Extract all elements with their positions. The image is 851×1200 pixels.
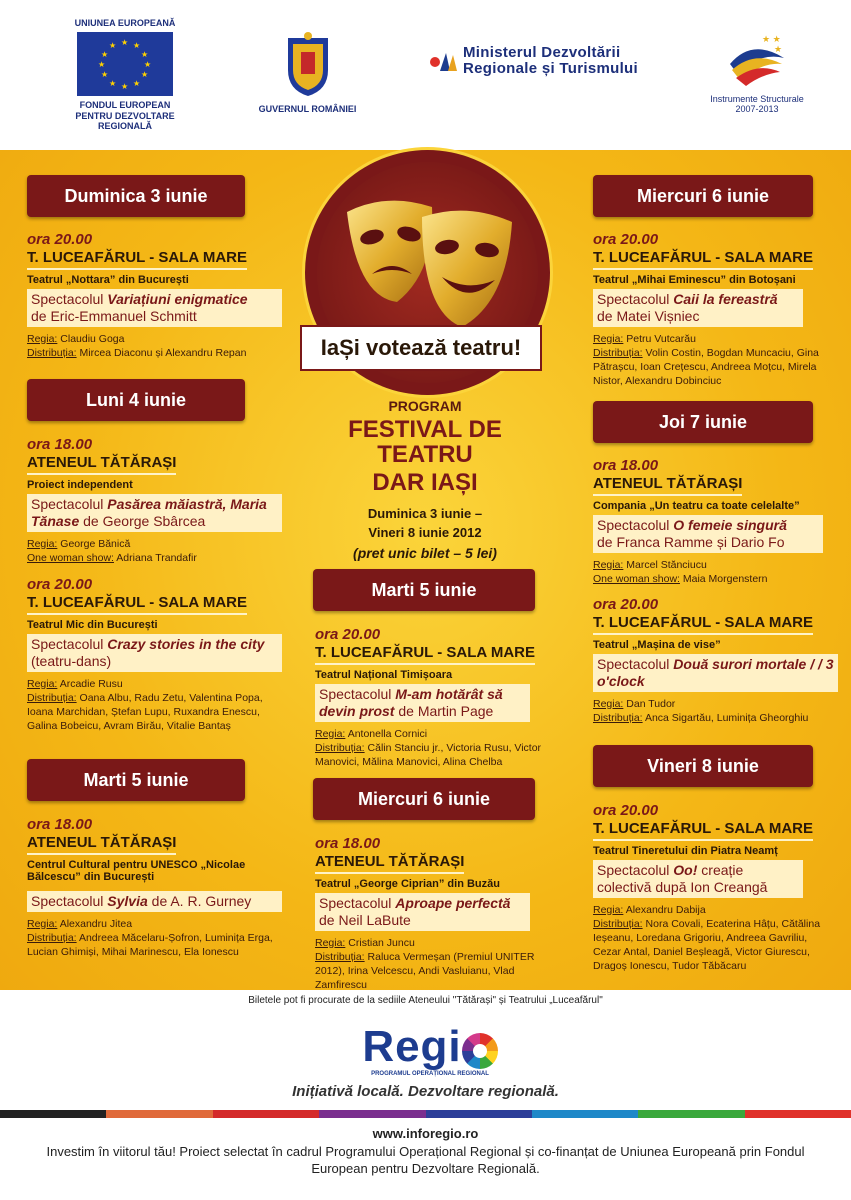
event-time: ora 18.00 — [593, 457, 659, 474]
event-time: ora 18.00 — [27, 816, 93, 833]
structural-instruments-logo — [702, 28, 812, 115]
event-troupe: Teatrul Mic din București — [27, 619, 158, 631]
structural-instruments-icon — [722, 28, 792, 90]
event-credits: Regia: Cristian Juncu Distribuția: Raluca Vermeșan (Premiul UNITER 2012), Irina Velcescu, Andi Vasluianu, Vlad Zamfirescu — [315, 936, 535, 992]
eu-fund-line1: FONDUL EUROPEAN — [79, 100, 171, 111]
day-header-thursday-7: Joi 7 iunie — [593, 401, 813, 443]
day-header-tuesday-5-center: Marti 5 iunie — [313, 569, 535, 611]
event-show: Spectacolul Pasărea măiastră, Maria Tănase de George Sbârcea — [27, 494, 282, 532]
day-header-wednesday-6-center: Miercuri 6 iunie — [313, 778, 535, 820]
day-header-sunday-3: Duminica 3 iunie — [27, 175, 245, 217]
event-show: Spectacolul Caii la fereastră de Matei Vișniec — [593, 289, 803, 327]
event-venue: T. LUCEAFĂRUL - SALA MARE — [315, 644, 535, 665]
event-credits: Regia: Marcel Stănciucu One woman show: Maia Morgenstern — [593, 558, 768, 585]
funding-disclaimer: Investim în viitorul tău! Proiect selectat în cadrul Programului Operațional Regional și co-finanțat de Uniunea Europeană prin Fondul European pentru Dezvoltare Regională. — [46, 1144, 805, 1176]
slogan-banner: IaȘi votează teatru! — [300, 325, 542, 371]
event-time: ora 18.00 — [315, 835, 381, 852]
event-credits: Regia: Alexandru Jitea Distribuția: Andreea Măcelaru-Șofron, Luminița Erga, Lucian Ghimiși, Mihai Marinescu, Ela Ionescu — [27, 917, 273, 959]
svg-text:★: ★ — [774, 44, 783, 54]
event-show: Spectacolul Crazy stories in the city (teatru-dans) — [27, 634, 282, 672]
event-show: Spectacolul Două surori mortale / / 3 o'clock — [593, 654, 838, 692]
eu-fund-line2: PENTRU DEZVOLTARE REGIONALĂ — [75, 110, 175, 132]
event-show: Spectacolul Aproape perfectă de Neil LaBute — [315, 893, 530, 931]
event-troupe: Compania „Un teatru ca toate celelalte” — [593, 500, 800, 512]
eu-top-text: UNIUNEA EUROPEANĂ — [74, 18, 176, 28]
festival-title-line1: FESTIVAL DE TEATRU — [348, 416, 502, 469]
event-credits: Regia: Claudiu Goga Distribuția: Mircea Diaconu și Alexandru Repan — [27, 332, 247, 359]
regio-subtitle: PROGRAMUL OPERAȚIONAL REGIONAL — [371, 1070, 489, 1077]
day-header-monday-4: Luni 4 iunie — [27, 379, 245, 421]
program-heading — [300, 398, 550, 561]
event-venue: T. LUCEAFĂRUL - SALA MARE — [27, 594, 247, 615]
ticket-price: (pret unic bilet – 5 lei) — [353, 544, 497, 561]
svg-text:★ ★: ★ ★ — [762, 34, 781, 44]
event-show: Spectacolul Variațiuni enigmatice de Eric-Emmanuel Schmitt — [27, 289, 282, 327]
day-header-wednesday-6-right: Miercuri 6 iunie — [593, 175, 813, 217]
event-troupe: Teatrul Tineretului din Piatra Neamț — [593, 845, 778, 857]
event-troupe: Teatrul „Mihai Eminescu” din Botoșani — [593, 274, 796, 286]
event-aproape-perfecta — [315, 835, 560, 992]
event-o-femeie-singura — [593, 457, 838, 586]
event-credits: Regia: Alexandru Dabija Distribuția: Nora Covali, Ecaterina Hâțu, Cătălina Ieșeanu, Loredana Grigoriu, Andreea Gavriliu, Cezar Antal, Daniel Beșleagă, Victor Giurescu, Dragoș Ionescu, Tudor Tăbăcaru — [593, 903, 821, 973]
event-time: ora 20.00 — [315, 626, 381, 643]
regio-wordmark: Regi — [362, 1022, 462, 1071]
event-show: Spectacolul M-am hotărât să devin prost de Martin Page — [315, 684, 530, 722]
event-troupe: Teatrul Național Timișoara — [315, 669, 453, 681]
government-text: GUVERNUL ROMÂNIEI — [258, 104, 357, 114]
regio-wheel-icon — [462, 1033, 498, 1069]
website-link[interactable]: www.inforegio.ro — [372, 1126, 479, 1141]
event-troupe: Centrul Cultural pentru UNESCO „Nicolae Bălcescu” din București — [27, 859, 246, 883]
event-venue: T. LUCEAFĂRUL - SALA MARE — [593, 820, 813, 841]
ticket-info: Biletele pot fi procurate de la sediile Ateneului "Tătărași" și Teatrului „Luceafărul" — [248, 995, 603, 1006]
event-show: Spectacolul O femeie singură de Franca Ramme și Dario Fo — [593, 515, 823, 553]
day-header-tuesday-5-left: Marti 5 iunie — [27, 759, 245, 801]
structural-instruments-line2: 2007-2013 — [735, 104, 779, 115]
festival-dates-line1: Duminica 3 iunie – — [367, 505, 483, 521]
event-troupe: Teatrul „Mașina de vise” — [593, 639, 721, 651]
event-venue: T. LUCEAFĂRUL - SALA MARE — [593, 614, 813, 635]
event-time: ora 20.00 — [593, 596, 659, 613]
event-sylvia — [27, 816, 282, 959]
regio-logo — [330, 1022, 530, 1077]
festival-title-line2: DAR IAȘI — [372, 469, 478, 497]
event-credits: Regia: Antonella Cornici Distribuția: Călin Stanciu jr., Victoria Rusu, Victor Manovici, Mălina Manovici, Alina Chelba — [315, 727, 542, 768]
coat-of-arms-icon — [283, 30, 333, 98]
event-show: Spectacolul Oo! creație colectivă după Ion Creangă — [593, 860, 803, 898]
event-credits: Regia: George Bănică One woman show: Adriana Trandafir — [27, 537, 197, 564]
eu-logo — [55, 18, 195, 131]
event-credits: Regia: Petru Vutcarău Distribuția: Volin Costin, Bogdan Muncaciu, Gina Pătrașcu, Ioan Crețescu, Andreea Moțcu, Mirela Nistor, Alexandru Dobinciuc — [593, 332, 819, 388]
event-pasarea-maiastra — [27, 436, 282, 565]
event-venue: ATENEUL TĂTĂRAȘI — [315, 853, 464, 874]
event-troupe: Proiect independent — [27, 479, 133, 491]
event-credits: Regia: Arcadie Rusu Distribuția: Oana Albu, Radu Zetu, Valentina Popa, Ioana Marchidan, Ștefan Lupu, Ruxandra Enescu, Galina Bobeicu, Avram Birău, Vitalie Bantaș — [27, 677, 263, 733]
event-time: ora 20.00 — [593, 802, 659, 819]
event-variatiuni — [27, 231, 282, 360]
ministry-mark-icon — [430, 49, 458, 75]
header-logos — [0, 0, 851, 150]
ministry-line1: Ministerul Dezvoltării — [463, 44, 621, 61]
event-troupe: Teatrul „Nottara” din București — [27, 274, 189, 286]
event-time: ora 18.00 — [27, 436, 93, 453]
event-venue: T. LUCEAFĂRUL - SALA MARE — [27, 249, 247, 270]
ministry-logo — [430, 45, 660, 77]
event-show: Spectacolul Sylvia de A. R. Gurney — [27, 891, 282, 912]
event-troupe: Teatrul „George Ciprian” din Buzău — [315, 878, 500, 890]
government-logo — [250, 30, 365, 114]
event-venue: ATENEUL TĂTĂRAȘI — [593, 475, 742, 496]
program-label: PROGRAM — [388, 398, 462, 414]
event-caii-la-fereastra — [593, 231, 833, 388]
event-venue: ATENEUL TĂTĂRAȘI — [27, 454, 176, 475]
event-venue: ATENEUL TĂTĂRAȘI — [27, 834, 176, 855]
event-oo — [593, 802, 838, 973]
event-venue: T. LUCEAFĂRUL - SALA MARE — [593, 249, 813, 270]
event-time: ora 20.00 — [593, 231, 659, 248]
regio-motto: Inițiativă locală. Dezvoltare regională. — [292, 1083, 559, 1100]
day-header-friday-8: Vineri 8 iunie — [593, 745, 813, 787]
event-time: ora 20.00 — [27, 576, 93, 593]
ministry-line2: Regionale și Turismului — [463, 59, 638, 77]
festival-dates-line2: Vineri 8 iunie 2012 — [368, 525, 482, 541]
structural-instruments-line1: Instrumente Structurale — [710, 94, 804, 104]
event-doua-surori — [593, 596, 838, 725]
color-stripe — [0, 1110, 851, 1118]
event-credits: Regia: Dan Tudor Distribuția: Anca Sigartău, Luminița Gheorghiu — [593, 697, 809, 724]
event-crazy-stories — [27, 576, 282, 733]
eu-flag-icon: ★ ★ ★ ★ ★ ★ ★ ★ ★ ★ ★ ★ — [77, 32, 173, 96]
event-m-am-hotarat — [315, 626, 575, 769]
event-time: ora 20.00 — [27, 231, 93, 248]
